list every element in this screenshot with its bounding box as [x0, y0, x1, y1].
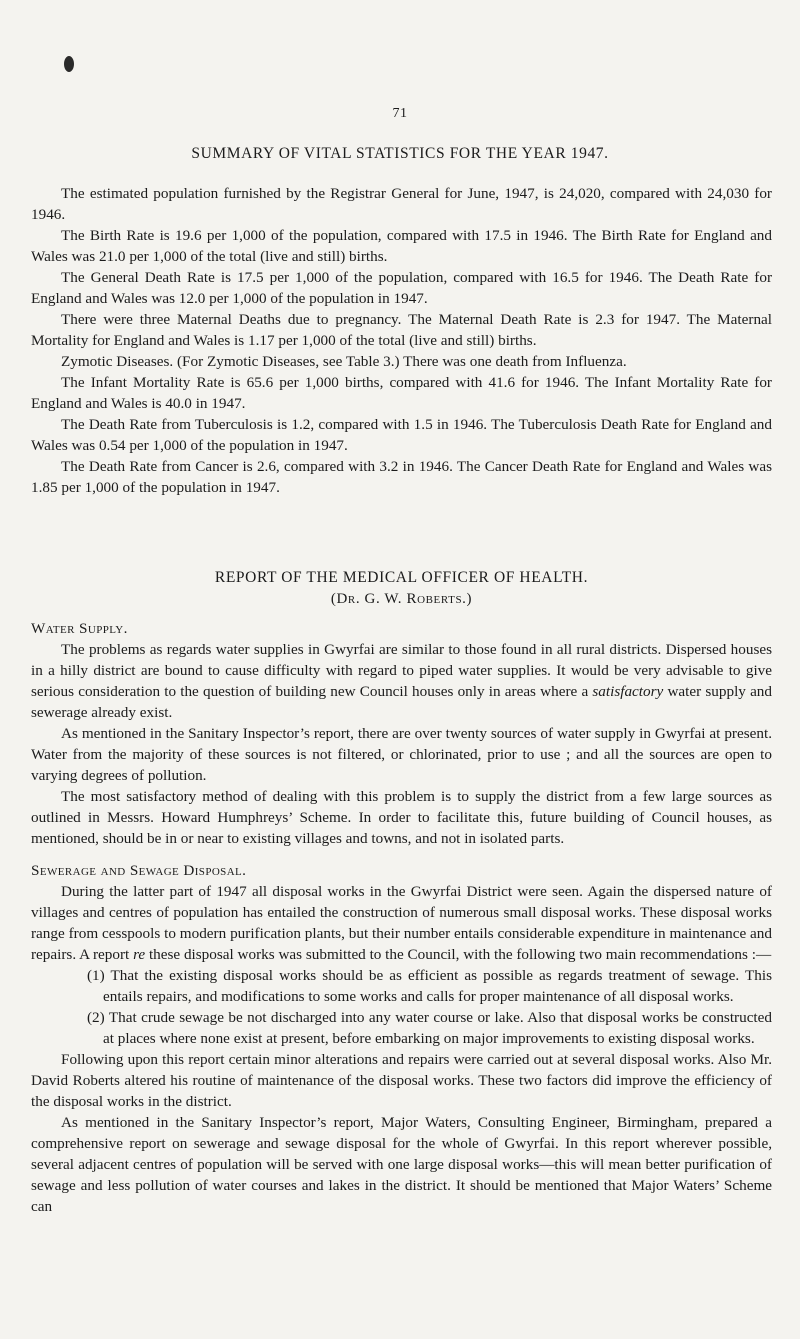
water-supply-paragraph [31, 639, 772, 723]
summary-paragraph: The General Death Rate is 17.5 per 1,000 of the population, compared with 16.5 for 1946. The Death Rate for England and Wales was 12.0 per 1,000 of the population in 1947. [31, 269, 772, 307]
emphasis: re [133, 946, 146, 963]
text-run: The problems as regards water supplies in Gwyrfai are similar to those found in all rural districts. Dispersed houses in a hilly district are bound to cause difficulty with regard to piped water supplies. It would be very advisable to give serious consideration to the question of building new Council houses only in areas where a [31, 641, 772, 700]
summary-section [31, 183, 772, 498]
text-run: During the latter part of 1947 all disposal works in the Gwyrfai District were seen. Again the dispersed nature of villages and centres of population has entailed the construction of numerous small disposal works. These disposal works range from cesspools to modern purification plants, but their number entails considerable expenditure in maintenance and repairs. A report [31, 883, 772, 963]
report-title: REPORT OF THE MEDICAL OFFICER OF HEALTH. [214, 569, 589, 586]
summary-paragraph: The Birth Rate is 19.6 per 1,000 of the population, compared with 17.5 in 1946. The Birth Rate for England and Wales was 21.0 per 1,000 of the total (live and still) births. [31, 227, 772, 265]
recommendation-item: (1) That the existing disposal works should be as efficient as possible as regards treatment of sewage. This entails repairs, and modifications to some works and calls for proper maintenance of all disposal works. [87, 967, 772, 1005]
summary-paragraph: The Death Rate from Cancer is 2.6, compared with 3.2 in 1946. The Cancer Death Rate for England and Wales was 1.85 per 1,000 of the population in 1947. [31, 458, 772, 496]
summary-paragraph: The estimated population furnished by the Registrar General for June, 1947, is 24,020, compared with 24,030 for 1946. [31, 185, 772, 223]
water-supply-section [31, 618, 772, 849]
summary-paragraph: The Death Rate from Tuberculosis is 1.2, compared with 1.5 in 1946. The Tuberculosis Death Rate for England and Wales was 0.54 per 1,000 of the population in 1947. [31, 416, 772, 454]
water-supply-heading: Water Supply. [31, 620, 128, 637]
summary-title: SUMMARY OF VITAL STATISTICS FOR THE YEAR 1947. [191, 145, 609, 162]
sewerage-paragraph: Following upon this report certain minor alterations and repairs were carried out at several disposal works. Also Mr. David Roberts altered his routine of maintenance of the disposal works. These two factors did improve the efficiency of the disposal works in the district. [31, 1051, 772, 1110]
sewerage-paragraph: As mentioned in the Sanitary Inspector’s report, Major Waters, Consulting Engineer, Birmingham, prepared a comprehensive report on sewerage and sewage disposal for the whole of Gwyrfai. In this report wherever possible, several adjacent centres of population will be served with one large disposal works—this will mean better purification of sewage and less pollution of water courses and lakes in the district. It should be mentioned that Major Waters’ Scheme can [31, 1114, 772, 1215]
page-number: 71 [392, 106, 408, 121]
water-supply-paragraph: The most satisfactory method of dealing with this problem is to supply the district from a few large sources as outlined in Messrs. Howard Humphreys’ Scheme. In order to facilitate this, future building of Council houses, as mentioned, should be in or near to existing villages and towns, and not in isolated parts. [31, 788, 772, 847]
report-header [31, 566, 772, 609]
summary-paragraph: Zymotic Diseases. (For Zymotic Diseases, see Table 3.) There was one death from Influenza. [61, 353, 627, 370]
text-run: water supply and sewerage already exist. [31, 683, 772, 721]
recommendation-item: (2) That crude sewage be not discharged into any water course or lake. Also that disposal works be constructed at places where none exist at present, before embarking on major improvements to existing disposal works. [87, 1009, 772, 1047]
sewerage-paragraph [31, 881, 772, 965]
report-author: (Dr. G. W. Roberts.) [330, 591, 473, 607]
sewerage-heading: Sewerage and Sewage Disposal. [31, 862, 247, 879]
emphasis: satisfactory [592, 683, 664, 700]
summary-paragraph: The Infant Mortality Rate is 65.6 per 1,000 births, compared with 41.6 for 1946. The Infant Mortality Rate for England and Wales is 40.0 in 1947. [31, 374, 772, 412]
text-run: these disposal works was submitted to the Council, with the following two main recommendations :— [145, 946, 772, 963]
sewerage-section [31, 860, 772, 1217]
ink-blot [64, 56, 74, 72]
summary-paragraph: There were three Maternal Deaths due to pregnancy. The Maternal Death Rate is 2.3 for 1947. The Maternal Mortality for England and Wales is 1.17 per 1,000 of the total (live and still) births. [31, 311, 772, 349]
water-supply-paragraph: As mentioned in the Sanitary Inspector’s report, there are over twenty sources of water supply in Gwyrfai at present. Water from the majority of these sources is not filtered, or chlorinated, prior to use ; and all the sources are open to varying degrees of pollution. [31, 725, 772, 784]
